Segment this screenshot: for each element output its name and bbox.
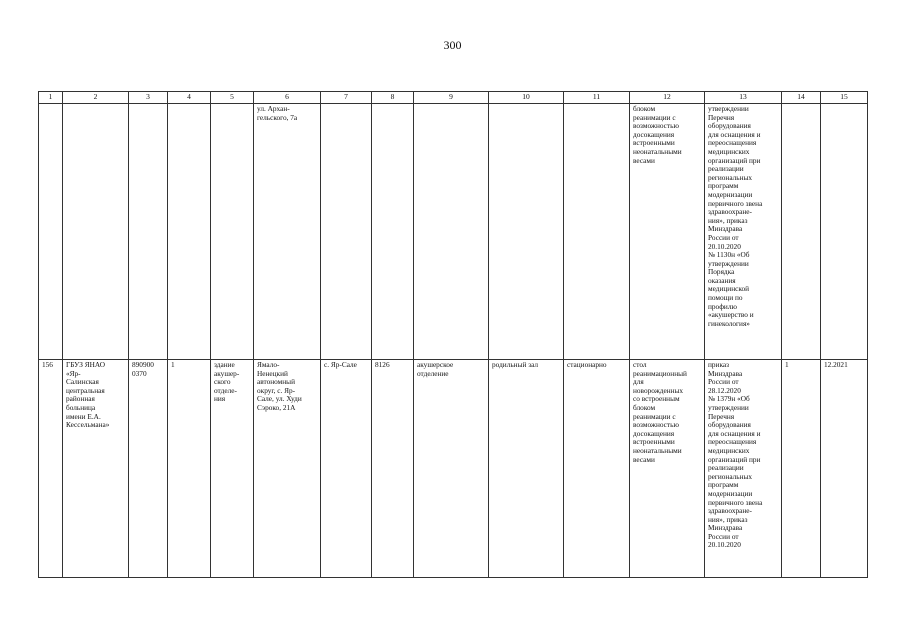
data-table bbox=[38, 91, 868, 578]
care-type-cell: стационарно bbox=[564, 360, 630, 578]
table-cell bbox=[129, 104, 168, 360]
address-cell: Ямало- Ненецкий автономный округ, с. Яр- Сале, ул. Худи Сэроко, 21А bbox=[254, 360, 321, 578]
date-cell: 12.2021 bbox=[821, 360, 868, 578]
quantity-cell: 1 bbox=[782, 360, 821, 578]
column-number: 15 bbox=[821, 92, 868, 104]
row-number-cell: 156 bbox=[39, 360, 63, 578]
column-number: 11 bbox=[564, 92, 630, 104]
table-cell bbox=[564, 104, 630, 360]
building-cell: здание акушер- ского отделе- ния bbox=[211, 360, 254, 578]
table-cell bbox=[821, 104, 868, 360]
column-number: 1 bbox=[39, 92, 63, 104]
column-number: 7 bbox=[321, 92, 372, 104]
page-number: 300 bbox=[443, 38, 462, 52]
column-number: 10 bbox=[489, 92, 564, 104]
equipment-cell: блоком реанимации с возможностью досокащения встроенными неонатальными весами bbox=[630, 104, 705, 360]
legal-basis-cell: утверждении Перечня оборудования для оснащения и переоснащения медицинских организаций при реализации региональных программ модернизации первичного звена здравоохране- ния», приказ Минздрава России от 20.10.2020 № 1130н «Об утверждении Порядка оказания медицинской помощи по профилю «акушерство и гинекология» bbox=[705, 104, 782, 360]
column-number: 13 bbox=[705, 92, 782, 104]
column-number-row bbox=[39, 92, 868, 104]
table-cell bbox=[372, 104, 414, 360]
room-cell: родильный зал bbox=[489, 360, 564, 578]
inn-cell: 890900 0370 bbox=[129, 360, 168, 578]
table-cell bbox=[211, 104, 254, 360]
organization-cell: ГБУЗ ЯНАО «Яр- Салинская центральная районная больница имени Е.А. Кессельмана» bbox=[63, 360, 129, 578]
table-row bbox=[39, 104, 868, 360]
table-row bbox=[39, 360, 868, 578]
column-number: 6 bbox=[254, 92, 321, 104]
locality-cell: с. Яр-Сале bbox=[321, 360, 372, 578]
column-number: 12 bbox=[630, 92, 705, 104]
column-number: 3 bbox=[129, 92, 168, 104]
table-cell bbox=[321, 104, 372, 360]
column-number: 14 bbox=[782, 92, 821, 104]
table-cell bbox=[782, 104, 821, 360]
address-cell: ул. Архан- гельского, 7а bbox=[254, 104, 321, 360]
department-cell: акушерское отделение bbox=[414, 360, 489, 578]
column-number: 5 bbox=[211, 92, 254, 104]
legal-basis-cell: приказ Минздрава России от 28.12.2020 № 1379н «Об утверждении Перечня оборудования для оснащения и переоснащения медицинских организаций при реализации региональных программ модернизации первичного звена здравоохране- ния», приказ Минздрава России от 20.10.2020 bbox=[705, 360, 782, 578]
column-number: 4 bbox=[168, 92, 211, 104]
column-number: 8 bbox=[372, 92, 414, 104]
table-cell bbox=[63, 104, 129, 360]
equipment-cell: стол реанимационный для новорожденных со встроенным блоком реанимации с возможностью досокащения встроенными неонатальными весами bbox=[630, 360, 705, 578]
table-cell bbox=[168, 104, 211, 360]
table-cell bbox=[489, 104, 564, 360]
column-number: 2 bbox=[63, 92, 129, 104]
column-number: 9 bbox=[414, 92, 489, 104]
code-cell: 8126 bbox=[372, 360, 414, 578]
table-cell bbox=[414, 104, 489, 360]
table-cell: 1 bbox=[168, 360, 211, 578]
table-cell bbox=[39, 104, 63, 360]
